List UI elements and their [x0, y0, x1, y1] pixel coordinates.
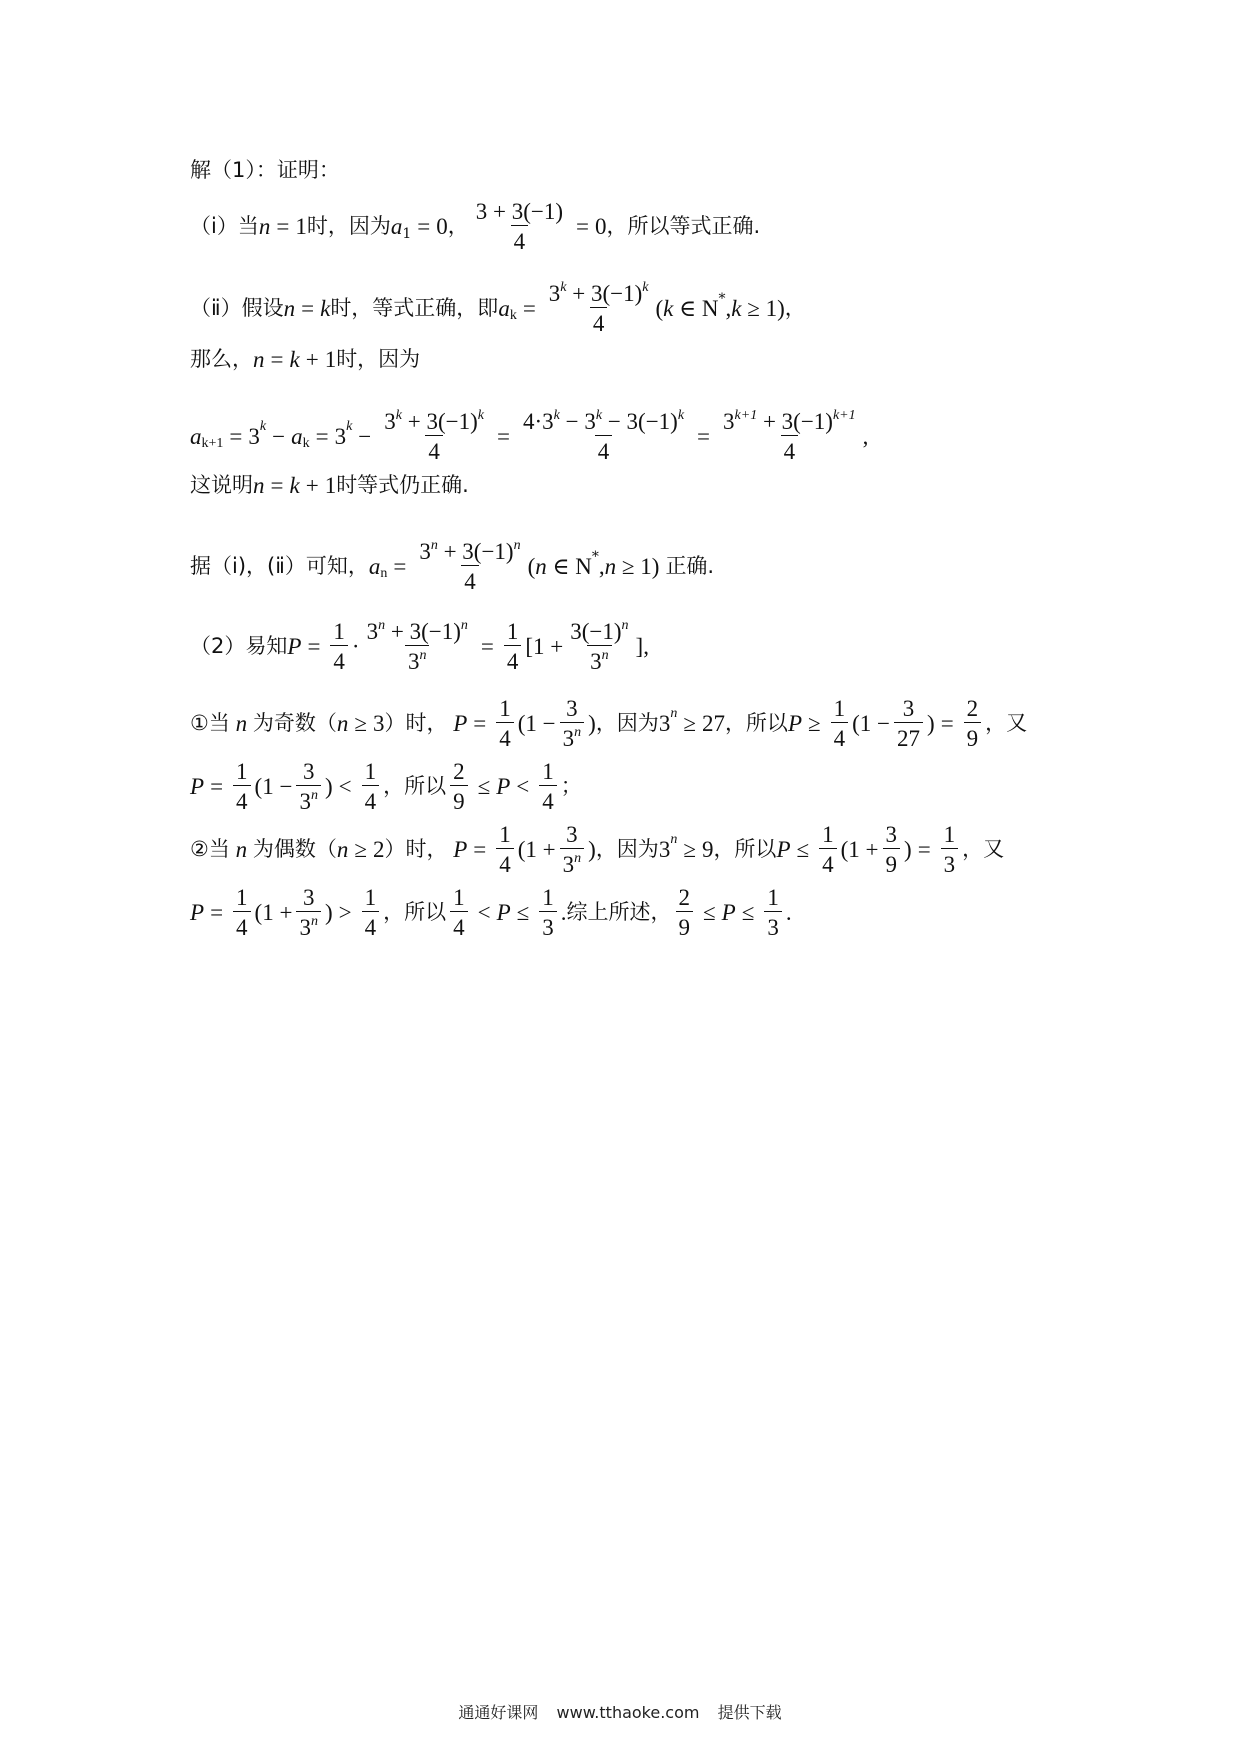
step-2-end: ， — [784, 296, 806, 320]
fraction: $\frac{3}{3^n}$ — [296, 760, 321, 813]
fraction: $\frac{3^n + 3(-1)^n}{3^n}$ — [366, 618, 468, 674]
solution-heading — [190, 160, 340, 181]
fraction: $\frac{1}{4}$ — [233, 760, 251, 813]
step-2-when: 时，等式正确，即 — [330, 296, 499, 320]
fraction: $\frac{4\cdot 3^k - 3^k - 3(-1)^k}{4}$ — [522, 408, 685, 464]
case-1-label: ①当 — [190, 711, 230, 735]
case-2-because: ，因为 — [595, 837, 659, 861]
step-3-because: 时，因为 — [336, 347, 421, 371]
fraction: $\frac{1}{4}$ — [539, 760, 557, 813]
fraction: $\frac{3 + 3(-1)}{4}$ — [475, 199, 563, 254]
fraction: $\frac{3}{3^n}$ — [296, 886, 321, 939]
case-1-also: ，又 — [985, 711, 1028, 735]
case-2-even: 为偶数（ — [252, 837, 337, 861]
page-footer — [0, 1700, 1240, 1723]
summary-label: 综上所述， — [566, 900, 672, 924]
footer-suffix: 提供下载 — [717, 1703, 782, 1722]
fraction: $\frac{1}{3}$ — [764, 886, 782, 939]
fraction: $\frac{2}{9}$ — [964, 697, 982, 750]
step-5-post: 时等式仍正确. — [336, 473, 469, 497]
case-2-line: ②当 n 为偶数（ n ≥ 2 ）时， P = $\frac{1}{4}$ (1 + $\frac{3}{3^n}$ ) ，因为 3 n ≥ 9 ，所以 P ≤ $\frac{1}{4}$ (1 + $\frac{3}{9}$ ) = $\frac{1}{3}$ ，又 — [190, 822, 1005, 877]
step-6-line: 据（ⅰ)，(ⅱ）可知， a n = $\frac{3^n + 3(-1)^n}{4}$ ( n ∈ N * , n ≥ 1) 正确. — [190, 538, 715, 594]
case-2-cont-line: P = $\frac{1}{4}$ (1 + $\frac{3}{3^n}$ ) > $\frac{1}{4}$ ，所以 $\frac{1}{4}$ < P ≤ $\frac{1}{3}$ . 综上所述， $\frac{2}{9}$ ≤ P ≤ $\frac{1}{3}$ . — [190, 885, 792, 940]
fraction: $\frac{1}{3}$ — [539, 886, 557, 939]
step-3-line: 那么， n = k + 1 时，因为 — [190, 347, 421, 372]
case-1-cont-so: ，所以 — [383, 774, 447, 798]
case-2-cont-so: ，所以 — [383, 900, 447, 924]
step-1-sep: ， — [447, 214, 469, 238]
fraction: $\frac{1}{4}$ — [233, 886, 251, 939]
case-1-cont-line: P = $\frac{1}{4}$ (1 − $\frac{3}{3^n}$ ) < $\frac{1}{4}$ ，所以 $\frac{2}{9}$ ≤ P < $\frac{1}{4}$ ； — [190, 759, 582, 814]
part-2-label: （2）易知 — [190, 634, 288, 658]
fraction: $\frac{1}{3}$ — [941, 823, 959, 876]
case-1-odd: 为奇数（ — [252, 711, 337, 735]
fraction: $\frac{2}{9}$ — [450, 760, 468, 813]
step-2-line: （ⅱ）假设 n = k 时，等式正确，即 a k = $\frac{3^k + 3(-1)^k}{4}$ ( k ∈ N * , k ≥ 1) ， — [190, 280, 806, 336]
fraction: $\frac{3^k + 3(-1)^k}{4}$ — [384, 408, 484, 464]
case-1-close: ）时， — [384, 711, 448, 735]
footer-brand: 通通好课网 — [458, 1703, 539, 1722]
case-2-so: ，所以 — [713, 837, 777, 861]
fraction: $\frac{1}{4}$ — [362, 886, 380, 939]
case-1-so: ，所以 — [724, 711, 788, 735]
step-1-end: ，所以等式正确. — [606, 214, 761, 238]
fraction: $\frac{3}{3^n}$ — [560, 823, 585, 876]
case-2-label: ②当 — [190, 837, 230, 861]
fraction: $\frac{3}{3^n}$ — [560, 697, 585, 750]
step-6-pre: 据（ⅰ)，(ⅱ）可知， — [190, 554, 369, 578]
fraction: $\frac{3(-1)^n}{3^n}$ — [570, 618, 629, 674]
step-5-pre: 这说明 — [190, 473, 253, 497]
step-1-line: （ⅰ）当 n = 1 时，因为 a 1 = 0 ， $\frac{3 + 3(-1)}{4}$ = 0 ，所以等式正确. — [190, 199, 761, 254]
fraction: $\frac{2}{9}$ — [676, 886, 694, 939]
fraction: $\frac{3^k + 3(-1)^k}{4}$ — [548, 280, 649, 336]
fraction: $\frac{3^{k+1} + 3(-1)^{k+1}}{4}$ — [723, 408, 856, 464]
fraction: $\frac{3}{27}$ — [894, 697, 923, 750]
step-2-label: （ⅱ）假设 — [190, 296, 284, 320]
heading-text: 解（1）：证明： — [190, 158, 340, 182]
part-2-line: （2）易知 P = $\frac{1}{4}$ · $\frac{3^n + 3(-1)^n}{3^n}$ = $\frac{1}{4}$ [1 + $\frac{3(-1)^n}{3^n}$ ], — [190, 618, 649, 674]
fraction: $\frac{1}{4}$ — [819, 823, 837, 876]
step-1-when: 时，因为 — [306, 214, 391, 238]
fraction: $\frac{1}{4}$ — [831, 697, 849, 750]
fraction: $\frac{1}{4}$ — [450, 886, 468, 939]
step-1-label: （ⅰ）当 — [190, 214, 259, 238]
case-2-close: ）时， — [384, 837, 448, 861]
step-3-then: 那么， — [190, 347, 253, 371]
fraction: $\frac{3^n + 3(-1)^n}{4}$ — [419, 538, 521, 594]
fraction: $\frac{1}{4}$ — [496, 697, 514, 750]
fraction: $\frac{1}{4}$ — [496, 823, 514, 876]
derivation-line: a k+1 = 3 k − a k = 3 k − $\frac{3^k + 3(-1)^k}{4}$ = $\frac{4\cdot 3^k - 3^k - 3(-1)^k}{4}$ = $\frac{3^{k+1} + 3(-1)^{k+1}}{4}$ , — [190, 408, 869, 464]
case-2-also: ，又 — [962, 837, 1005, 861]
step-6-post: 正确. — [665, 554, 715, 578]
case-1-because: ，因为 — [595, 711, 659, 735]
fraction: $\frac{1}{4}$ — [330, 620, 348, 673]
footer-url[interactable]: www.tthaoke.com — [556, 1703, 700, 1722]
case-1-line: ①当 n 为奇数（ n ≥ 3 ）时， P = $\frac{1}{4}$ (1 − $\frac{3}{3^n}$ ) ，因为 3 n ≥ 27 ，所以 P ≥ $\frac{1}{4}$ (1 − $\frac{3}{27}$ ) = $\frac{2}{9}$ ，又 — [190, 696, 1028, 751]
fraction: $\frac{3}{9}$ — [883, 823, 901, 876]
fraction: $\frac{1}{4}$ — [504, 620, 522, 673]
step-5-line: 这说明 n = k + 1 时等式仍正确. — [190, 473, 469, 498]
fraction: $\frac{1}{4}$ — [362, 760, 380, 813]
case-1-semicolon: ； — [560, 774, 582, 798]
